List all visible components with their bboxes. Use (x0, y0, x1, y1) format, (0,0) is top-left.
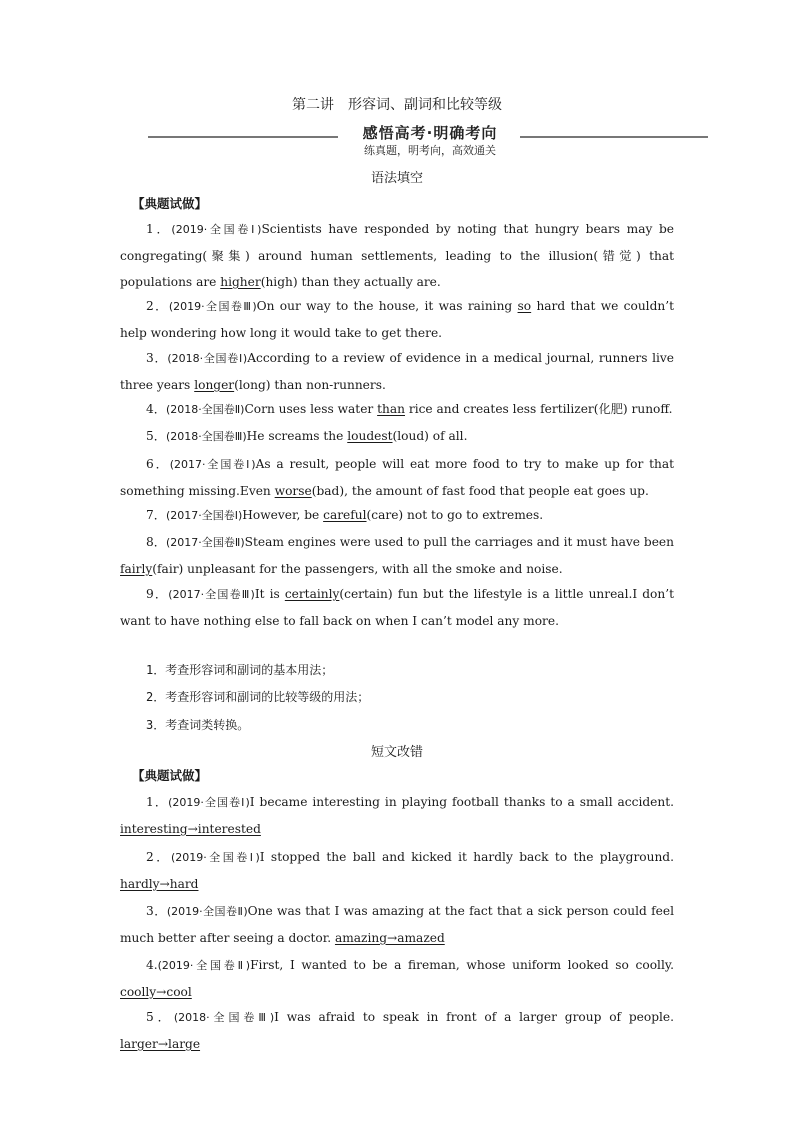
section-tag: 【典题试做】 (132, 196, 208, 211)
lesson-title: 第二讲 形容词、副词和比较等级 (292, 97, 502, 113)
section-heading-error-correction: 短文改错 (370, 745, 423, 760)
question-item: 4.(2019·全国卷Ⅱ)First, I wanted to be a fireman, whose uniform looked so coolly. coolly→cool (120, 958, 674, 999)
answer-text: fairly (120, 562, 153, 576)
answer-text: than (377, 402, 405, 416)
answer-text: loudest (347, 429, 393, 443)
answer-text: higher (220, 275, 261, 289)
answer-text: coolly→cool (120, 985, 192, 999)
question-item: 3．(2018·全国卷Ⅰ)According to a review of evidence in a medical journal, runners live three years longer(long) than non-runners. (120, 351, 674, 392)
question-item: 2．(2019·全国卷Ⅰ)I stopped the ball and kicked it hardly back to the playground. hardly→hard (120, 850, 674, 891)
question-item: 9．(2017·全国卷Ⅲ)It is certainly(certain) fun but the lifestyle is a little unreal.I don’t want to have nothing else to fall back on when I can’t model any more. (120, 587, 674, 628)
answer-text: so (517, 299, 532, 313)
question-item: 5．(2018·全国卷Ⅲ)I was afraid to speak in front of a larger group of people. larger→large (120, 1010, 674, 1051)
question-item: 4．(2018·全国卷Ⅱ)Corn uses less water than rice and creates less fertilizer(化肥) runoff. (146, 402, 673, 416)
banner-sub-text: 练真题，明考向，高效通关 (364, 144, 496, 157)
answer-text: certainly (284, 587, 340, 601)
question-item: 1．(2019·全国卷Ⅰ)I became interesting in playing football thanks to a small accident. interesting→interested (120, 795, 674, 836)
answer-text: interesting→interested (120, 822, 261, 836)
exam-point-note: 3．考查词类转换。 (146, 718, 250, 732)
question-item: 3．(2019·全国卷Ⅱ)One was that I was amazing at the fact that a sick person could feel much better after seeing a doctor. amazing→amazed (120, 904, 674, 945)
question-item: 1．(2019·全国卷Ⅰ)Scientists have responded by noting that hungry bears may be congregating(聚集) around human settlements, leading to the illusion(错觉) that populations are higher(high) than they actually are. (120, 222, 674, 289)
answer-text: longer (194, 378, 235, 392)
question-item: 5．(2018·全国卷Ⅲ)He screams the loudest(loud) of all. (146, 429, 468, 443)
section-heading-grammar-fill: 语法填空 (370, 171, 423, 186)
answer-text: hardly→hard (120, 877, 199, 891)
answer-text: larger→large (120, 1037, 201, 1051)
question-item: 6．(2017·全国卷Ⅰ)As a result, people will eat more food to try to make up for that something missing.Even worse(bad), the amount of fast food that people eat goes up. (120, 457, 674, 498)
answer-text: worse (274, 484, 312, 498)
banner-main-text: 感悟高考·明确考向 (362, 124, 498, 142)
banner-left-rule (148, 136, 338, 138)
question-item: 7．(2017·全国卷Ⅰ)However, be careful(care) not to go to extremes. (146, 508, 544, 522)
banner-right-rule (520, 136, 708, 138)
question-item: 8．(2017·全国卷Ⅱ)Steam engines were used to pull the carriages and it must have been fairly(fair) unpleasant for the passengers, with all the smoke and noise. (120, 535, 674, 576)
answer-text: careful (323, 508, 367, 522)
answer-text: amazing→amazed (334, 931, 445, 945)
question-item: 2．(2019·全国卷Ⅲ)On our way to the house, it was raining so hard that we couldn’t help wondering how long it would take to get there. (120, 299, 674, 340)
section-banner (148, 120, 708, 160)
exam-point-note: 2．考查形容词和副词的比较等级的用法； (146, 690, 370, 704)
section-tag: 【典题试做】 (132, 768, 208, 783)
exam-point-note: 1．考查形容词和副词的基本用法； (146, 663, 334, 677)
